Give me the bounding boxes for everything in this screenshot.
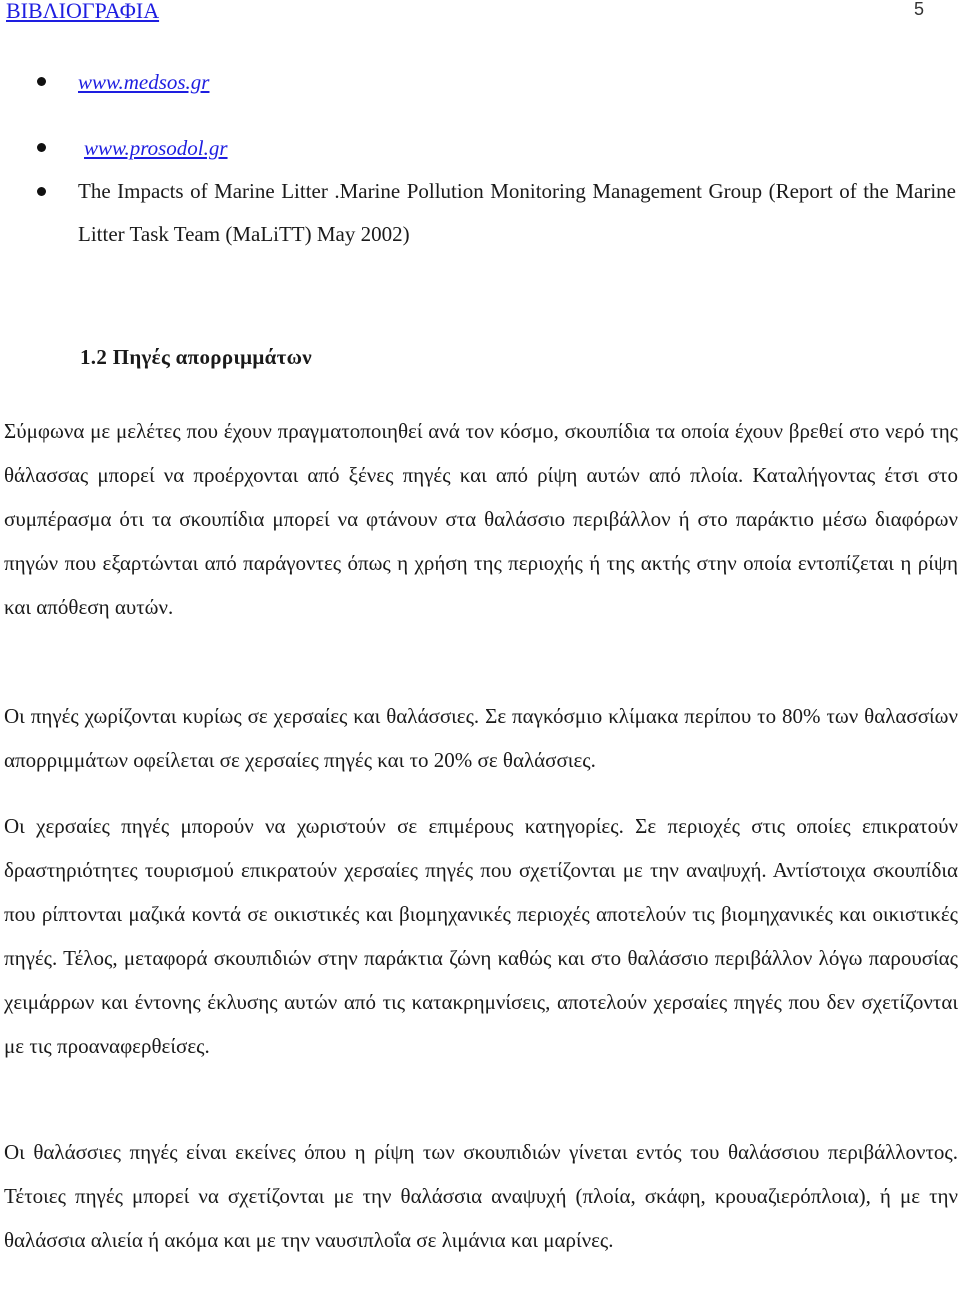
list-item — [0, 60, 960, 104]
paragraph: Οι πηγές χωρίζονται κυρίως σε χερσαίες και θαλάσσιες. Σε παγκόσμιο κλίμακα περίπου το 80% των θαλασσίων απορριμμάτων οφείλεται σε χερσαίες πηγές και το 20% σε θαλάσσιες. — [4, 704, 958, 772]
link-prosodol[interactable]: www.prosodol.gr — [84, 136, 228, 160]
list-item — [0, 170, 960, 256]
bibliography-list — [0, 60, 960, 256]
section-heading: 1.2 Πηγές απορριμμάτων — [80, 345, 312, 369]
paragraph: Σύμφωνα με μελέτες που έχουν πραγματοποιηθεί ανά τον κόσμο, σκουπίδια τα οποία έχουν βρεθεί στο νερό της θάλασσας μπορεί να προέρχονται από ξένες πηγές και από ρίψη αυτών από πλοία. Καταλήγοντας έτσι στο συμπέρασμα ότι τα σκουπίδια μπορεί να φτάνουν στα θαλάσσιο περιβάλλον ή στο παράκτιο μέσω διαφόρων πηγών που εξαρτώνται από παράγοντες όπως η χρήση της περιοχής ή της ακτής στην οποία εντοπίζεται η ρίψη και απόθεση αυτών. — [4, 419, 958, 619]
bullet-icon — [37, 143, 46, 152]
paragraph: Οι θαλάσσιες πηγές είναι εκείνες όπου η ρίψη των σκουπιδιών γίνεται εντός του θαλάσσιου περιβάλλοντος. Τέτοιες πηγές μπορεί να σχετίζονται με την θαλάσσια αναψυχή (πλοία, σκάφη, κρουαζιερόπλοια), ή με την θαλάσσια αλιεία ή ακόμα και με την ναυσιπλοΐα σε λιμάνια και μαρίνες. — [4, 1140, 958, 1252]
paragraph: Οι χερσαίες πηγές μπορούν να χωριστούν σε επιμέρους κατηγορίες. Σε περιοχές στις οποίες επικρατούν δραστηριότητες τουρισμού επικρατούν χερσαίες πηγές που σχετίζονται με την αναψυχή. Αντίστοιχα σκουπίδια που ρίπτονται μαζικά κοντά σε οικιστικές και βιομηχανικές περιοχές αποτελούν τις βιομηχανικές και οικιστικές πηγές. Τέλος, μεταφορά σκουπιδιών στην παράκτια ζώνη καθώς και στο θαλάσσιο περιβάλλον λόγω παρουσίας χειμάρρων και έντονης έκλυσης αυτών από τις κατακρημνίσεις, αποτελούν χερσαίες πηγές που δεν σχετίζονται με τις προαναφερθείσες. — [4, 814, 958, 1058]
bullet-icon — [37, 187, 46, 196]
page-number: 5 — [913, 0, 924, 19]
reference-text: The Impacts of Marine Litter .Marine Pollution Monitoring Management Group (Report of the Marine Litter Task Team (MaLiTT) May 2002) — [78, 179, 956, 246]
bullet-icon — [37, 77, 46, 86]
link-medsos[interactable]: www.medsos.gr — [78, 70, 210, 94]
list-item — [0, 104, 960, 170]
bibliography-heading: ΒΙΒΛΙΟΓΡΑΦΙΑ — [6, 0, 160, 23]
